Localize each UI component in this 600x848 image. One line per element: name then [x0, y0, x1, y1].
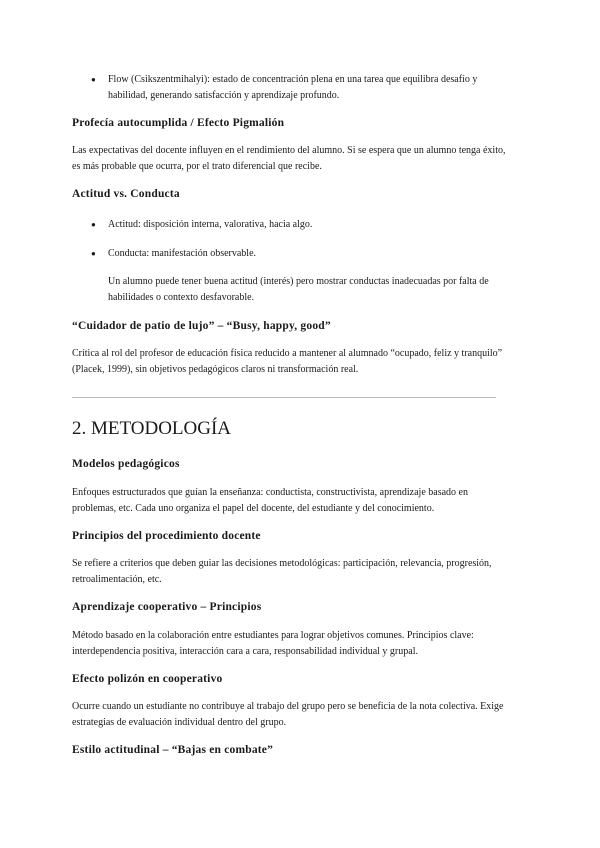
- heading-estilo: Estilo actitudinal – “Bajas en combate”: [72, 744, 274, 756]
- heading-cuidador: “Cuidador de patio de lujo” – “Busy, happy, good”: [72, 320, 331, 332]
- heading-polizon: Efecto polizón en cooperativo: [72, 673, 223, 685]
- paragraph-cuidador: Crítica al rol del profesor de educación física reducido a mantener al alumnado “ocupado, feliz y tranquilo” (Placek, 1999), sin objetivos pedagógicos claros ni transformación real.: [72, 348, 503, 375]
- section-divider: [72, 397, 496, 398]
- heading-modelos: Modelos pedagógicos: [72, 458, 180, 470]
- heading-cooperativo: Aprendizaje cooperativo – Principios: [72, 601, 262, 613]
- paragraph-modelos: Enfoques estructurados que guían la enseñanza: conductista, constructivista, aprendizaje basado en problemas, etc. Cada uno organiza el papel del docente, del estudiante y del conocimiento.: [72, 487, 468, 514]
- paragraph-polizon: Ocurre cuando un estudiante no contribuye al trabajo del grupo pero se beneficia de la nota colectiva. Exige estrategias de evaluación individual dentro del grupo.: [72, 701, 504, 728]
- bullet-flow: ● Flow (Csikszentmihalyi): estado de concentración plena en una tarea que equilibra desafío y habilidad, generando satisfacción y aprendizaje profundo.: [108, 72, 508, 104]
- heading-principios: Principios del procedimiento docente: [72, 530, 261, 542]
- heading-actitud: Actitud vs. Conducta: [72, 188, 180, 200]
- bullet-conducta: ● Conducta: manifestación observable.: [108, 246, 508, 262]
- paragraph-cooperativo: Método basado en la colaboración entre estudiantes para lograr objetivos comunes. Principios clave: interdependencia positiva, interacción cara a cara, responsabilidad individual y grupal.: [72, 630, 474, 657]
- paragraph-pigmalion: Las expectativas del docente influyen en el rendimiento del alumno. Si se espera que un alumno tenga éxito, es más probable que ocurra, por el trato diferencial que recibe.: [72, 145, 506, 172]
- note-actitud: Un alumno puede tener buena actitud (interés) pero mostrar conductas inadecuadas por falta de habilidades o contexto desfavorable.: [108, 276, 489, 303]
- bullet-actitud: ● Actitud: disposición interna, valorativa, hacia algo.: [108, 217, 508, 233]
- chapter-title: 2. METODOLOGÍA: [72, 418, 232, 439]
- heading-pigmalion: Profecía autocumplida / Efecto Pigmalión: [72, 117, 285, 129]
- paragraph-principios: Se refiere a criterios que deben guiar las decisiones metodológicas: participación, relevancia, progresión, retroalimentación, etc.: [72, 558, 492, 585]
